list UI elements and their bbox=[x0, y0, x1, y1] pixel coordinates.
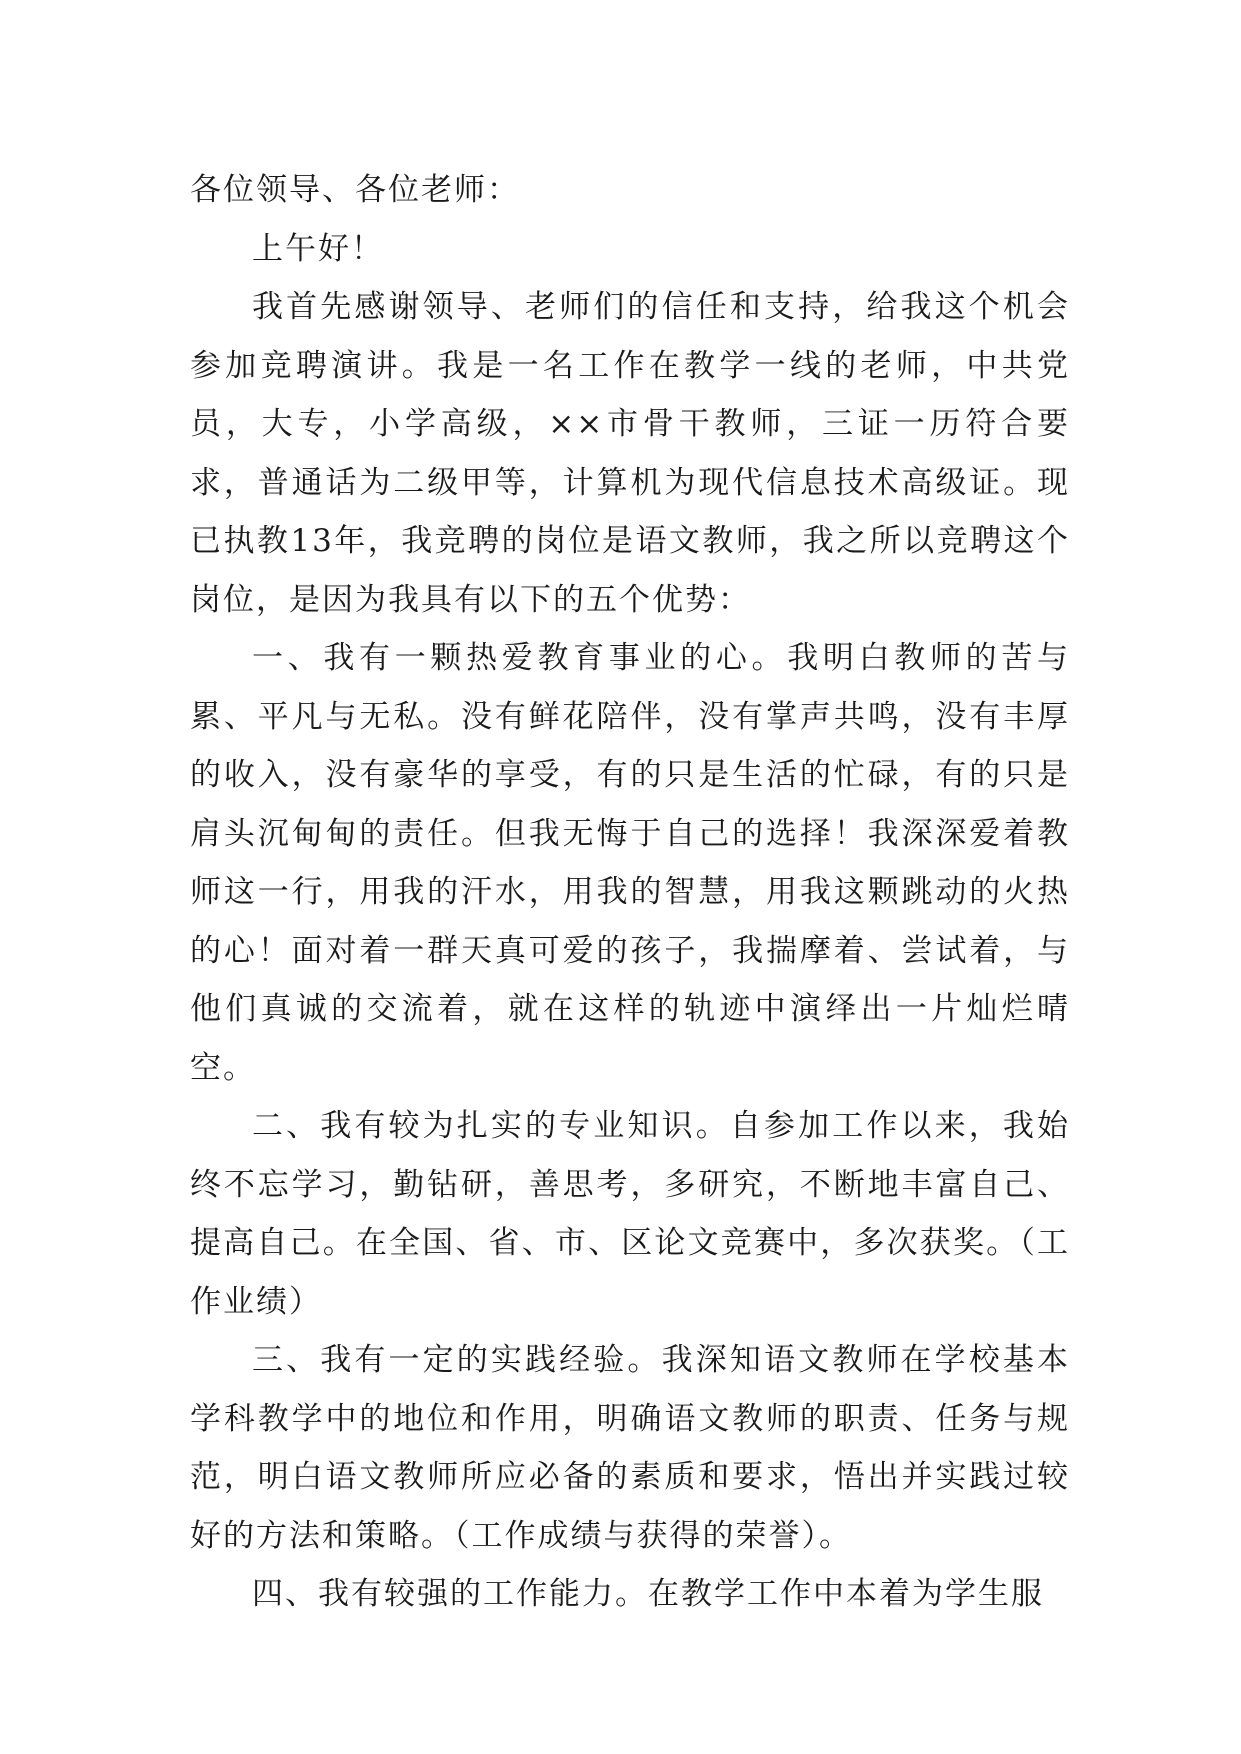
paragraph-advantage-2: 二、我有较为扎实的专业知识。自参加工作以来，我始终不忘学习，勤钻研，善思考，多研究，不断地丰富自己、提高自己。在全国、省、市、区论文竞赛中，多次获奖。（工作业绩） bbox=[190, 1108, 1070, 1320]
greeting: 上午好！ bbox=[252, 230, 384, 267]
paragraph-intro: 我首先感谢领导、老师们的信任和支持，给我这个机会参加竞聘演讲。我是一名工作在教学一线的老师，中共党员，大专，小学高级，××市骨干教师，三证一历符合要求，普通话为二级甲等，计算机为现代信息技术高级证。现已执教13年，我竞聘的岗位是语文教师，我之所以竞聘这个岗位，是因为我具有以下的五个优势： bbox=[190, 289, 1070, 618]
paragraph-advantage-1: 一、我有一颗热爱教育事业的心。我明白教师的苦与累、平凡与无私。没有鲜花陪伴，没有掌声共鸣，没有丰厚的收入，没有豪华的享受，有的只是生活的忙碌，有的只是肩头沉甸甸的责任。但我无悔于自己的选择！我深深爱着教师这一行，用我的汗水，用我的智慧，用我这颗跳动的火热的心！面对着一群天真可爱的孩子，我揣摩着、尝试着，与他们真诚的交流着，就在这样的轨迹中演绎出一片灿烂晴空。 bbox=[190, 640, 1070, 1086]
salutation: 各位领导、各位老师： bbox=[190, 172, 520, 208]
speech-body bbox=[190, 161, 1070, 1624]
paragraph-advantage-4: 四、我有较强的工作能力。在教学工作中本着为学生服 bbox=[252, 1576, 1044, 1612]
paragraph-advantage-3: 三、我有一定的实践经验。我深知语文教师在学校基本学科教学中的地位和作用，明确语文教师的职责、任务与规范，明白语文教师所应必备的素质和要求，悟出并实践过较好的方法和策略。（工作成绩与获得的荣誉）。 bbox=[190, 1342, 1070, 1554]
